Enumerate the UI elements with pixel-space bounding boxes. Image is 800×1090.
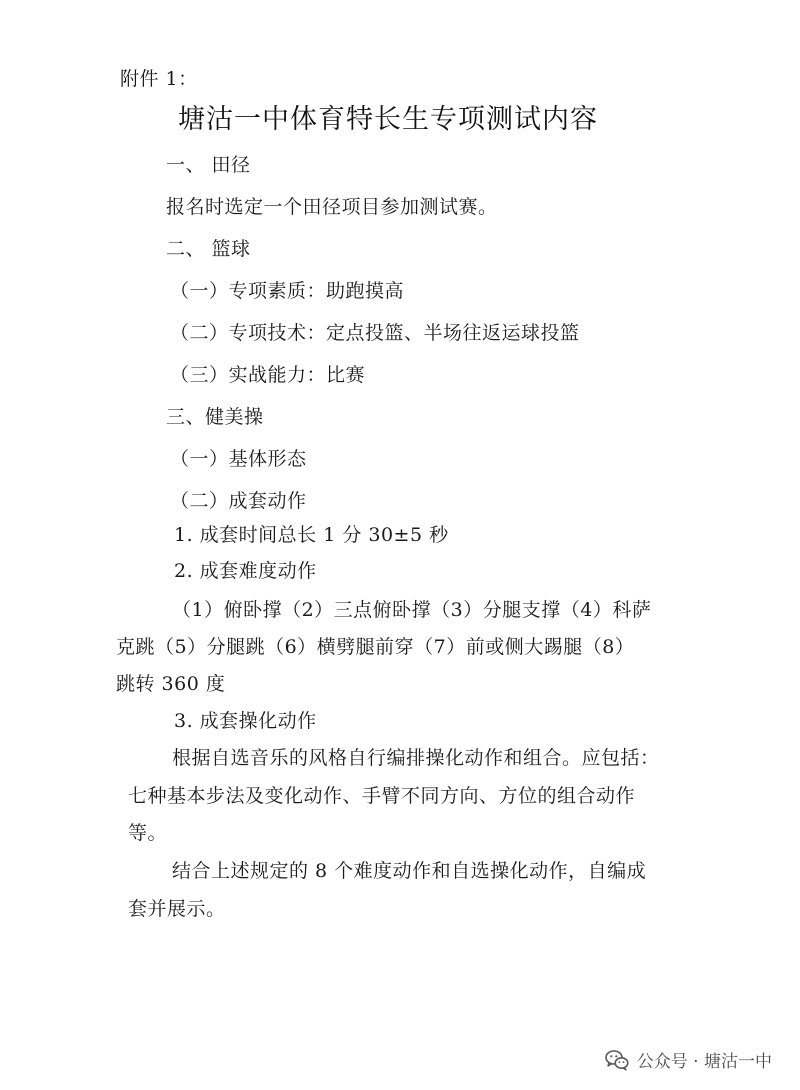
wechat-icon [605, 1049, 629, 1071]
list-item: （一）基体形态 [170, 448, 307, 470]
section-heading-aerobics: 三、健美操 [166, 406, 264, 428]
paragraph-line-2: 七种基本步法及变化动作、手臂不同方向、方位的组合动作 [128, 785, 636, 807]
list-item: （三）实战能力：比赛 [170, 364, 366, 386]
paragraph-line-1: 根据自选音乐的风格自行编排操化动作和组合。应包括： [172, 747, 660, 769]
wechat-watermark [605, 1047, 772, 1072]
difficulty-list-line-3: 跳转 360 度 [116, 673, 226, 695]
section-heading-basketball: 二、 篮球 [166, 238, 251, 260]
numbered-item: 1. 成套时间总长 1 分 30±5 秒 [174, 524, 449, 546]
list-item: （二）成套动作 [170, 490, 307, 512]
attachment-label: 附件 1： [120, 68, 198, 90]
paragraph-line-3: 等。 [128, 822, 168, 844]
list-item: （一）专项素质：助跑摸高 [170, 280, 405, 302]
numbered-item: 2. 成套难度动作 [174, 560, 317, 582]
paragraph-line-1: 结合上述规定的 8 个难度动作和自选操化动作，自编成 [172, 860, 647, 882]
numbered-item: 3. 成套操化动作 [174, 710, 317, 732]
difficulty-list-line-2: 克跳（5）分腿跳（6）横劈腿前穿（7）前或侧大踢腿（8） [116, 636, 635, 658]
difficulty-list-line-1: （1）俯卧撑（2）三点俯卧撑（3）分腿支撑（4）科萨 [172, 599, 652, 621]
list-item: （二）专项技术：定点投篮、半场往返运球投篮 [170, 322, 580, 344]
section-heading-track: 一、 田径 [166, 154, 251, 176]
paragraph-line-2: 套并展示。 [128, 898, 226, 920]
page-title: 塘沽一中体育特长生专项测试内容 [178, 104, 598, 135]
paragraph: 报名时选定一个田径项目参加测试赛。 [166, 196, 498, 218]
watermark-label: 公众号 · 塘沽一中 [636, 1052, 772, 1072]
